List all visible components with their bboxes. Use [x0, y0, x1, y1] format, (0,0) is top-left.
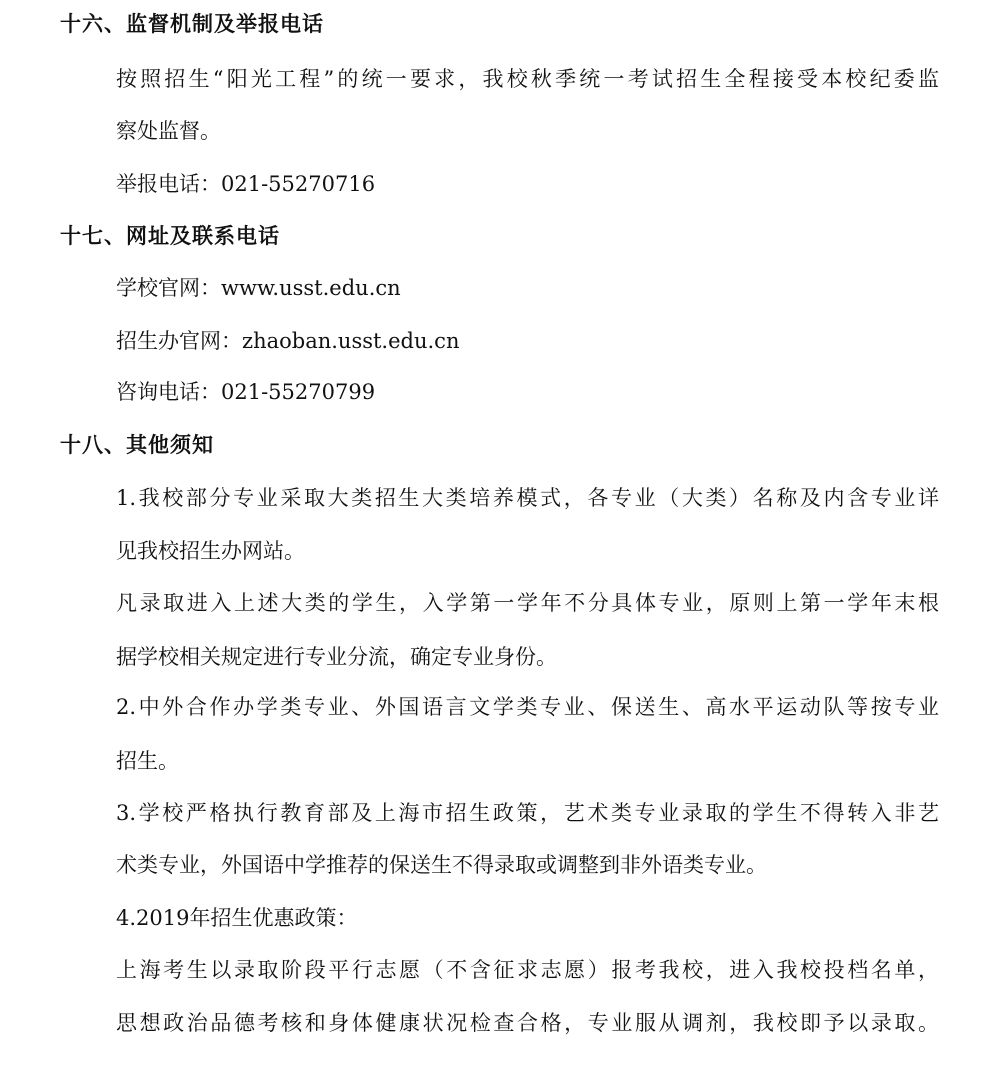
report-phone: 举报电话：021-55270716	[116, 172, 376, 196]
note-4-line-2: 思想政治品德考核和身体健康状况检查合格，专业服从调剂，我校即予以录取。	[116, 1011, 939, 1035]
section-18-heading: 十八、其他须知	[60, 432, 214, 457]
note-1-line-2: 见我校招生办网站。	[116, 539, 305, 563]
note-4-line-1: 上海考生以录取阶段平行志愿（不含征求志愿）报考我校，进入我校投档名单，	[116, 958, 939, 982]
section-16-paragraph-line-1: 按照招生“阳光工程”的统一要求，我校秋季统一考试招生全程接受本校纪委监	[116, 67, 939, 91]
section-17-heading: 十七、网址及联系电话	[60, 223, 280, 248]
consultation-phone: 咨询电话：021-55270799	[116, 380, 376, 404]
note-1-line-1: 1.我校部分专业采取大类招生大类培养模式，各专业（大类）名称及内含专业详	[116, 486, 939, 510]
note-4-title: 4.2019年招生优惠政策：	[116, 906, 358, 930]
section-16-paragraph-line-2: 察处监督。	[116, 119, 221, 143]
note-3-line-2: 术类专业，外国语中学推荐的保送生不得录取或调整到非外语类专业。	[116, 853, 767, 877]
section-16-heading: 十六、监督机制及举报电话	[60, 11, 324, 36]
school-website: 学校官网：www.usst.edu.cn	[116, 276, 401, 300]
note-3-line-1: 3.学校严格执行教育部及上海市招生政策，艺术类专业录取的学生不得转入非艺	[116, 801, 939, 825]
note-2-line-2: 招生。	[116, 749, 179, 773]
note-1-detail-line-1: 凡录取进入上述大类的学生，入学第一学年不分具体专业，原则上第一学年末根	[116, 591, 939, 615]
note-2-line-1: 2.中外合作办学类专业、外国语言文学类专业、保送生、高水平运动队等按专业	[116, 695, 939, 719]
note-1-detail-line-2: 据学校相关规定进行专业分流，确定专业身份。	[116, 645, 557, 669]
admissions-website: 招生办官网：zhaoban.usst.edu.cn	[116, 329, 460, 353]
